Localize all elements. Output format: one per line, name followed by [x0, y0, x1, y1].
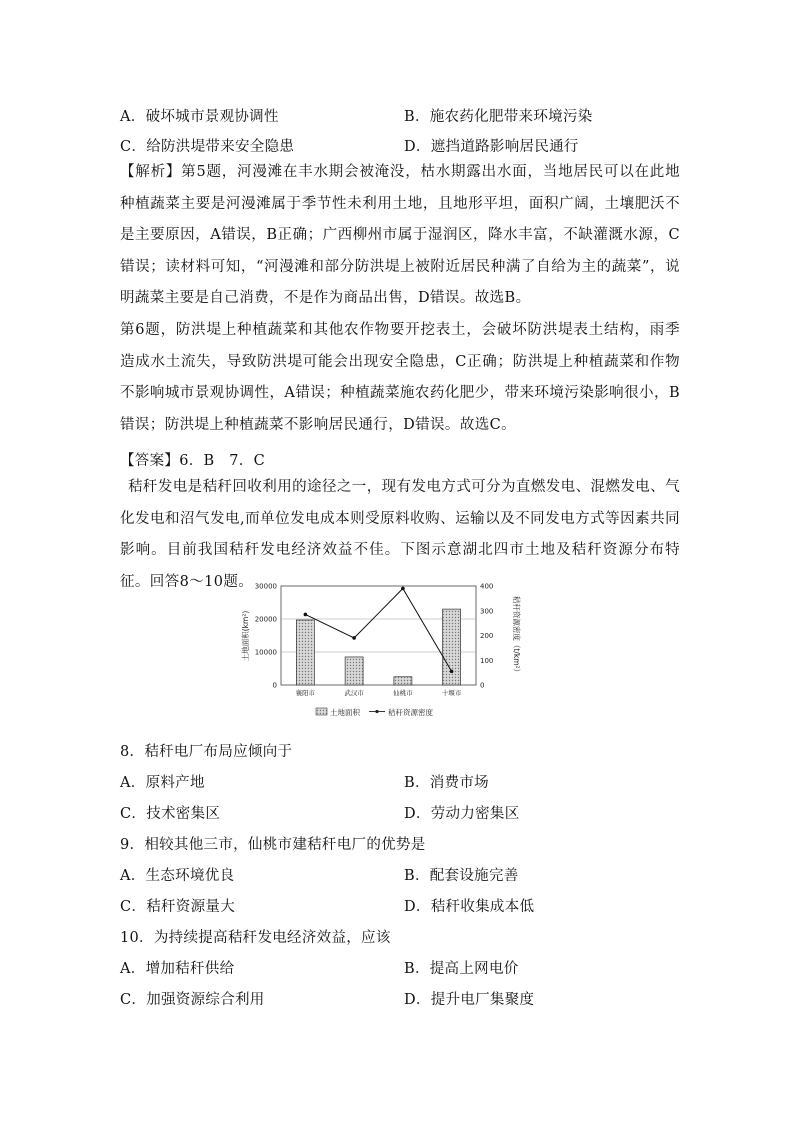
legend-bar-swatch — [316, 708, 327, 715]
q7-option-c: C．给防洪堤带来安全隐患 — [120, 139, 295, 155]
right-tick-label: 400 — [480, 582, 494, 591]
q10-stem: 10．为持续提高秸秆发电经济效益，应该 — [120, 930, 391, 946]
q9-option-b: B．配套设施完善 — [404, 868, 519, 884]
left-tick-label: 0 — [272, 681, 277, 690]
category-label: 武汉市 — [344, 689, 364, 697]
q9-option-c: C．秸秆资源量大 — [120, 899, 235, 915]
straw-density-point — [450, 670, 454, 674]
q7-option-a: A．破坏城市景观协调性 — [120, 109, 279, 125]
q10-option-b: B．提高上网电价 — [404, 961, 519, 977]
analysis-q6: 第6题，防洪堤上种植蔬菜和其他农作物要开挖表土，会破坏防洪堤表土结构，雨季造成水土流失，导致防洪堤可能会出现安全隐患，C正确；防洪堤上种植蔬菜和作物不影响城市景观协调性，A错误；种植蔬菜施农药化肥少，带来环境污染影响很小，B错误；防洪堤上种植蔬菜不影响居民通行，D错误。故选C。 — [120, 322, 680, 433]
right-tick-label: 300 — [480, 607, 494, 616]
straw-density-point — [401, 587, 405, 591]
legend-line-label: 秸秆资源密度 — [388, 708, 433, 717]
q8-option-d: D．劳动力密集区 — [404, 806, 520, 822]
q10-option-a: A．增加秸秆供给 — [120, 961, 235, 977]
land-area-bar — [345, 657, 363, 685]
q8-option-b: B．消费市场 — [404, 775, 489, 791]
q10-option-c: C．加强资源综合利用 — [120, 992, 265, 1008]
left-tick-label: 20000 — [254, 615, 277, 624]
category-label: 襄阳市 — [295, 689, 316, 697]
left-tick-label: 30000 — [254, 582, 277, 591]
legend-line-marker — [375, 710, 378, 713]
right-tick-label: 100 — [480, 656, 494, 665]
q9-stem: 9．相较其他三市，仙桃市建秸秆电厂的优势是 — [120, 837, 426, 853]
q10-option-d: D．提升电厂集聚度 — [404, 992, 535, 1008]
q8-option-a: A．原料产地 — [120, 775, 205, 791]
land-area-bar — [443, 609, 461, 685]
left-tick-label: 10000 — [254, 648, 277, 657]
answer-line: 【答案】6．B 7．C — [120, 453, 265, 469]
q9-option-a: A．生态环境优良 — [120, 868, 235, 884]
category-label: 仙桃市 — [393, 689, 413, 697]
right-tick-label: 0 — [480, 681, 485, 690]
right-axis-label: 秸秆资源密度（t/km²） — [512, 595, 521, 677]
straw-density-point — [304, 613, 308, 617]
left-axis-label: 土地面积(km²) — [241, 610, 250, 662]
chart-legend — [316, 707, 433, 717]
legend-bar-label: 土地面积 — [330, 708, 360, 717]
straw-density-point — [352, 636, 356, 640]
land-straw-chart — [238, 574, 538, 724]
material-paragraph: 秸秆发电是秸秆回收利用的途径之一，现有发电方式可分为直燃发电、混燃发电、气化发电和沼气发电,而单位发电成本则受原料收购、运输以及不同发电方式等因素共同影响。目前我国秸秆发电经济效益不佳。下图示意湖北四市土地及秸秆资源分布特征。回答8～10题。 — [120, 479, 680, 590]
q8-option-c: C．技术密集区 — [120, 806, 221, 822]
category-label: 十堰市 — [441, 689, 462, 697]
right-tick-label: 200 — [480, 632, 494, 640]
q7-option-d: D．遮挡道路影响居民通行 — [404, 139, 579, 155]
q8-stem: 8．秸秆电厂布局应倾向于 — [120, 744, 293, 760]
analysis-q5: 【解析】第5题，河漫滩在丰水期会被淹没，枯水期露出水面，当地居民可以在此地种植蔬菜主要是河漫滩属于季节性未利用土地，且地形平坦，面积广阔，土壤肥沃不是主要原因，A错误，B正确；广西柳州市属于湿润区，降水丰富，不缺灌溉水源，C错误；读材料可知，“河漫滩和部分防洪堤上被附近居民种满了自给为主的蔬菜”，说明蔬菜主要是自己消费，不是作为商品出售，D错误。故选B。 — [120, 164, 680, 306]
land-area-bar — [394, 677, 412, 685]
q7-option-b: B．施农药化肥带来环境污染 — [404, 109, 593, 125]
land-area-bar — [296, 620, 314, 685]
q9-option-d: D．秸秆收集成本低 — [404, 899, 535, 915]
